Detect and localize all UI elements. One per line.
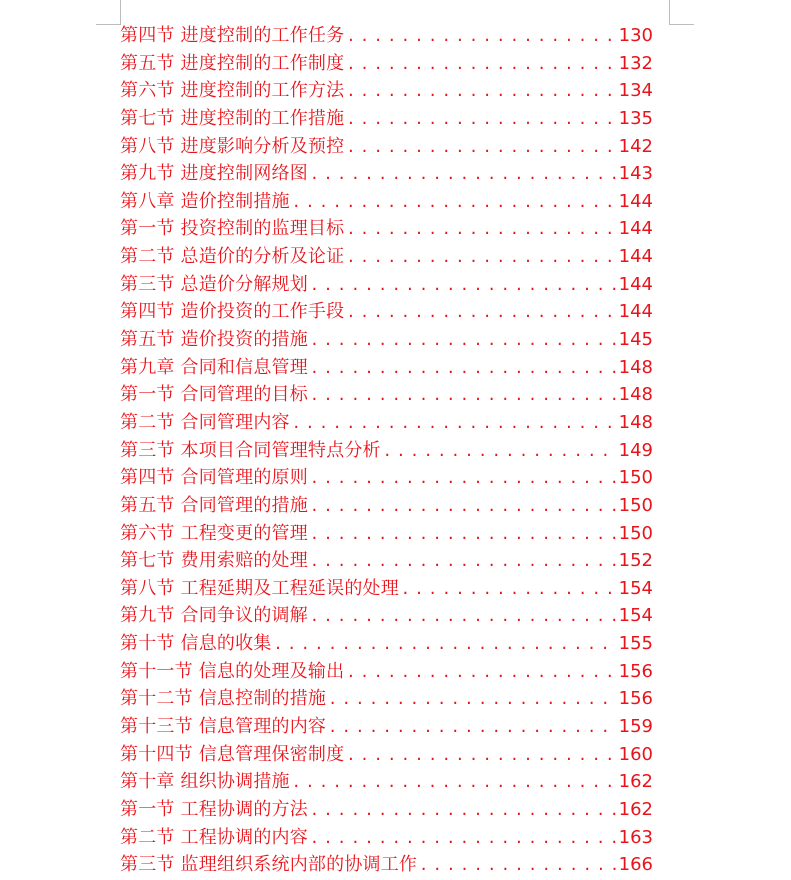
toc-dot-leader (308, 272, 617, 300)
toc-entry-page-number: 132 (618, 52, 653, 74)
toc-entry[interactable] (120, 464, 653, 492)
toc-dot-leader (344, 299, 616, 327)
toc-dot-leader (344, 244, 616, 272)
toc-entry-title: 第七节 费用索赔的处理 (120, 550, 308, 572)
toc-dot-leader (344, 216, 616, 244)
toc-dot-leader (290, 769, 617, 797)
toc-dot-leader (272, 631, 617, 659)
toc-entry-page-number: 163 (618, 826, 653, 848)
toc-entry[interactable] (120, 326, 653, 354)
toc-entry-page-number: 148 (618, 356, 653, 378)
toc-dot-leader (290, 189, 617, 217)
toc-entry-page-number: 130 (618, 25, 653, 46)
toc-entry-title: 第三节 监理组织系统内部的协调工作 (120, 854, 418, 876)
toc-entry-title: 第五节 造价投资的措施 (120, 329, 308, 351)
toc-entry[interactable] (120, 105, 653, 133)
toc-entry-page-number: 149 (618, 439, 653, 461)
toc-entry-page-number: 152 (618, 550, 653, 572)
toc-dot-leader (326, 686, 617, 714)
toc-entry-title: 第九节 进度控制网络图 (120, 163, 308, 185)
toc-entry[interactable] (120, 22, 653, 50)
toc-dot-leader (344, 659, 616, 687)
toc-entry-page-number: 144 (618, 218, 653, 240)
toc-entry-title: 第一节 合同管理的目标 (120, 384, 308, 406)
toc-entry[interactable] (120, 602, 653, 630)
toc-entry[interactable] (120, 133, 653, 161)
toc-entry-title: 第四节 合同管理的原则 (120, 467, 308, 489)
toc-entry-title: 第一节 工程协调的方法 (120, 798, 308, 820)
toc-entry-page-number: 166 (618, 854, 653, 876)
toc-entry-page-number: 145 (618, 329, 653, 351)
toc-dot-leader (308, 797, 617, 825)
toc-entry[interactable] (120, 520, 653, 548)
toc-dot-leader (308, 825, 617, 853)
toc-entry-page-number: 162 (618, 771, 653, 793)
toc-dot-leader (308, 603, 617, 631)
toc-entry-title: 第二节 工程协调的内容 (120, 826, 308, 848)
toc-entry-title: 第八节 进度影响分析及预控 (120, 135, 345, 157)
toc-entry-page-number: 150 (618, 494, 653, 516)
toc-entry[interactable] (120, 298, 653, 326)
toc-entry-title: 第九章 合同和信息管理 (120, 356, 308, 378)
toc-entry[interactable] (120, 658, 653, 686)
toc-entry-title: 第十节 信息的收集 (120, 633, 272, 655)
toc-entry-title: 第二节 合同管理内容 (120, 411, 290, 433)
toc-entry[interactable] (120, 160, 653, 188)
toc-entry-page-number: 144 (618, 273, 653, 295)
toc-entry-title: 第一节 投资控制的监理目标 (120, 218, 345, 240)
toc-entry-page-number: 155 (618, 633, 653, 655)
toc-dot-leader (308, 161, 617, 189)
page-corner-mark-left (96, 0, 121, 25)
toc-dot-leader (344, 78, 616, 106)
toc-entry[interactable] (120, 685, 653, 713)
toc-entry[interactable] (120, 215, 653, 243)
toc-entry[interactable] (120, 713, 653, 741)
toc-entry-page-number: 144 (618, 301, 653, 323)
toc-dot-leader (344, 106, 616, 134)
toc-entry-title: 第五节 进度控制的工作制度 (120, 52, 345, 74)
toc-entry[interactable] (120, 381, 653, 409)
toc-entry-page-number: 143 (618, 163, 653, 185)
toc-entry-page-number: 150 (618, 522, 653, 544)
toc-entry-page-number: 154 (618, 577, 653, 599)
toc-entry[interactable] (120, 851, 653, 879)
toc-entry-page-number: 144 (618, 190, 653, 212)
toc-entry-title: 第八节 工程延期及工程延误的处理 (120, 577, 399, 599)
toc-dot-leader (381, 438, 617, 466)
toc-entry[interactable] (120, 768, 653, 796)
toc-entry-page-number: 144 (618, 246, 653, 268)
toc-entry-title: 第三节 本项目合同管理特点分析 (120, 439, 381, 461)
toc-dot-leader (308, 521, 617, 549)
toc-entry-title: 第七节 进度控制的工作措施 (120, 107, 345, 129)
toc-entry[interactable] (120, 188, 653, 216)
toc-entry-title: 第六节 进度控制的工作方法 (120, 80, 345, 102)
toc-dot-leader (326, 714, 617, 742)
toc-entry-page-number: 142 (618, 135, 653, 157)
toc-dot-leader (308, 548, 617, 576)
toc-entry-page-number: 154 (618, 605, 653, 627)
toc-entry-title: 第十一节 信息的处理及输出 (120, 660, 345, 682)
toc-dot-leader (344, 51, 616, 79)
toc-dot-leader (344, 742, 616, 770)
toc-entry[interactable] (120, 575, 653, 603)
toc-entry-page-number: 148 (618, 411, 653, 433)
toc-entry[interactable] (120, 547, 653, 575)
toc-entry[interactable] (120, 354, 653, 382)
toc-dot-leader (308, 382, 617, 410)
toc-entry-title: 第二节 总造价的分析及论证 (120, 246, 345, 268)
toc-dot-leader (308, 355, 617, 383)
toc-entry[interactable] (120, 492, 653, 520)
toc-entry[interactable] (120, 741, 653, 769)
toc-entry[interactable] (120, 77, 653, 105)
toc-entry[interactable] (120, 409, 653, 437)
toc-dot-leader (308, 465, 617, 493)
page-corner-mark-right (669, 0, 694, 25)
toc-entry-page-number: 160 (618, 743, 653, 765)
toc-entry[interactable] (120, 796, 653, 824)
toc-entry[interactable] (120, 50, 653, 78)
toc-entry-title: 第三节 总造价分解规划 (120, 273, 308, 295)
toc-dot-leader (308, 493, 617, 521)
toc-entry-title: 第六节 工程变更的管理 (120, 522, 308, 544)
toc-entry-title: 第八章 造价控制措施 (120, 190, 290, 212)
toc-dot-leader (290, 410, 617, 438)
toc-entry-title: 第十二节 信息控制的措施 (120, 688, 327, 710)
toc-entry-title: 第四节 进度控制的工作任务 (120, 25, 345, 46)
toc-entry-title: 第十三节 信息管理的内容 (120, 716, 327, 738)
toc-entry-page-number: 134 (618, 80, 653, 102)
toc-entry[interactable] (120, 630, 653, 658)
toc-entry-page-number: 148 (618, 384, 653, 406)
toc-entry-title: 第四节 造价投资的工作手段 (120, 301, 345, 323)
toc-dot-leader (344, 23, 616, 51)
table-of-contents (120, 22, 653, 879)
toc-entry[interactable] (120, 437, 653, 465)
toc-dot-leader (308, 327, 617, 355)
toc-entry-page-number: 150 (618, 467, 653, 489)
toc-entry-title: 第十四节 信息管理保密制度 (120, 743, 345, 765)
toc-entry-title: 第十章 组织协调措施 (120, 771, 290, 793)
toc-entry-page-number: 135 (618, 107, 653, 129)
toc-dot-leader (399, 576, 617, 604)
toc-entry-page-number: 159 (618, 716, 653, 738)
toc-entry-page-number: 156 (618, 660, 653, 682)
toc-entry-page-number: 156 (618, 688, 653, 710)
toc-entry[interactable] (120, 824, 653, 852)
toc-entry-title: 第九节 合同争议的调解 (120, 605, 308, 627)
toc-entry[interactable] (120, 243, 653, 271)
toc-entry-page-number: 162 (618, 798, 653, 820)
toc-dot-leader (344, 134, 616, 162)
toc-entry[interactable] (120, 271, 653, 299)
toc-entry-title: 第五节 合同管理的措施 (120, 494, 308, 516)
